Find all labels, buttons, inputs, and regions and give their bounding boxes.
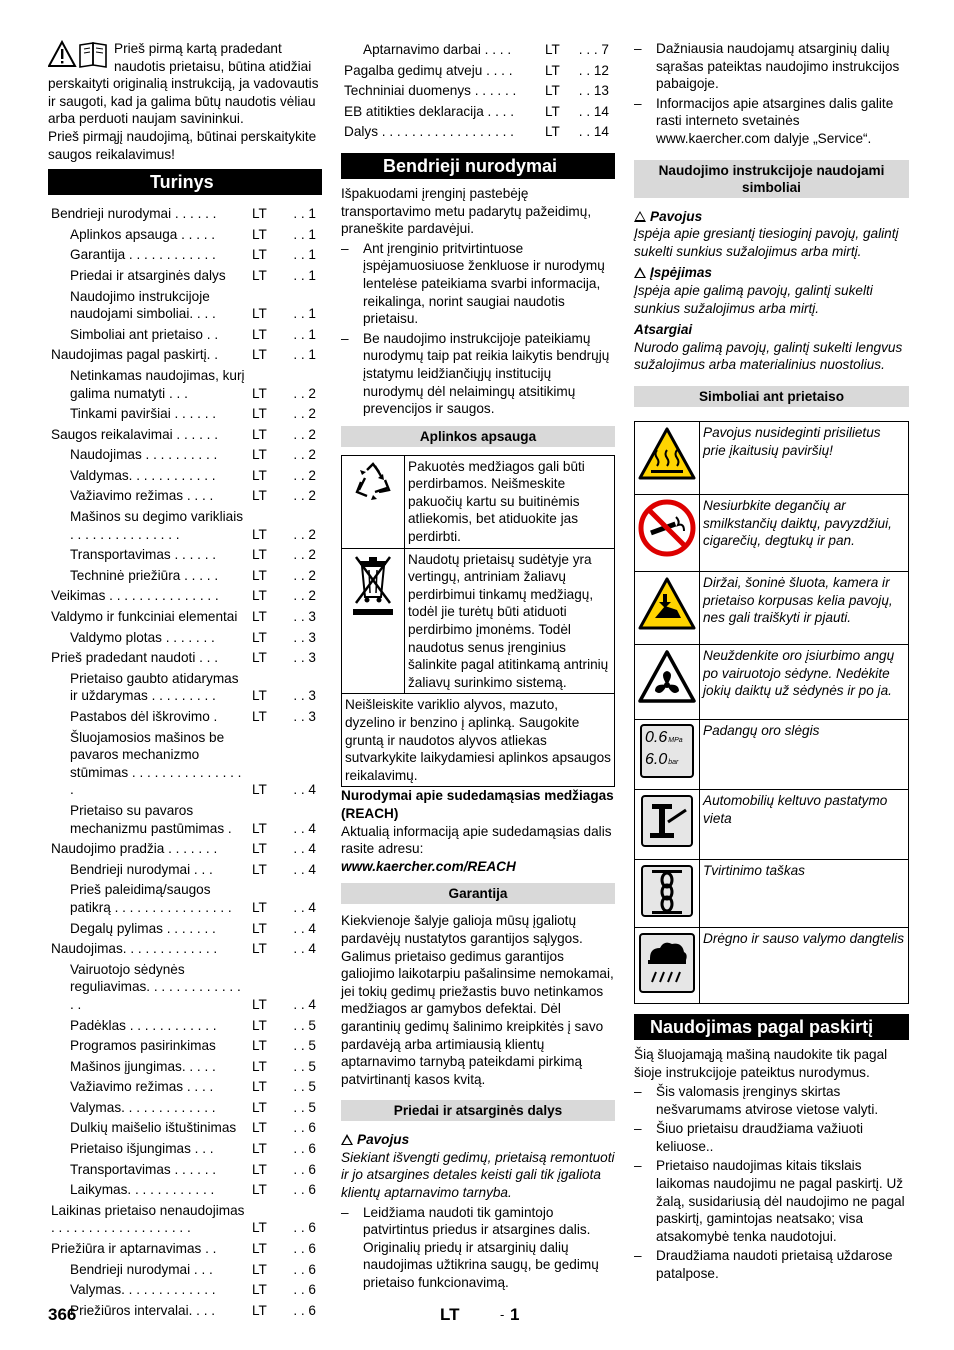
warning-label: Įspėjimas xyxy=(634,264,909,282)
toc-entry-title: Garantija . . . . . . . . . . . . xyxy=(70,247,216,263)
toc-entry-language: LT xyxy=(252,609,267,625)
toc-entry-title: Saugos reikalavimai . . . . . . xyxy=(51,426,218,442)
pressure-mpa-unit: MPa xyxy=(668,736,683,744)
toc-entry-language: LT xyxy=(252,1017,267,1033)
toc-entry-language: LT xyxy=(252,488,267,504)
toc-entry-title: Prietaiso gaubto atidarymas ir uždarymas . . . . . . . . . xyxy=(70,670,239,704)
toc-entry-page: . . 1 xyxy=(293,267,316,283)
toc-entry-page: . . 1 xyxy=(293,247,316,263)
toc-entry-language: LT xyxy=(252,347,267,363)
weee-icon-cell xyxy=(342,548,405,694)
toc-entry-language: LT xyxy=(252,1038,267,1054)
toc-entry[interactable] xyxy=(48,508,322,543)
intended-use-bullet-4: – Draudžiama naudoti prietaisą uždarose patalpose. xyxy=(634,1248,893,1282)
general-bullet-2: – Be naudojimo instrukcijoje pateikiamų nurodymų taip pat reikia laikytis bendrųjų įstatymu leidžiančiųjų institucijų nurodymų dėl nelaimingų atsitikimų prevencijos ir saugos. xyxy=(341,330,610,417)
toc-entry-language: LT xyxy=(252,996,267,1012)
toc-entry-language: LT xyxy=(545,124,560,140)
toc-entry-language: LT xyxy=(252,1302,267,1318)
jack-point-cell xyxy=(635,789,700,859)
toc-entry-language: LT xyxy=(252,326,267,342)
no-burning-objects-text: Nesiurbkite degančių ar smilkstančių daiktų, pavyzdžiui, cigarečių, degtukų ir pan. xyxy=(700,494,909,571)
toc-list-continued xyxy=(341,41,615,141)
toc-entry-title: Transportavimas . . . . . . xyxy=(70,547,217,563)
intro-paragraph: Prieš pirmą kartą pradedant naudotis prietaisu, būtina atidžiai perskaityti originalią instrukciją, ja vadovautis ir saugoti, kad ja galima būtų naudotis vėliau arba perduoti naujam savininkui. xyxy=(48,41,319,127)
toc-entry[interactable] xyxy=(341,41,615,59)
toc-entry[interactable] xyxy=(48,587,322,605)
warranty-heading: Garantija xyxy=(341,883,615,904)
warning-text: Įspėja apie galimą pavojų, galintį sukelti sunkius sužalojimus arba mirtį. xyxy=(634,282,873,316)
tie-down-point-text: Tvirtinimo taškas xyxy=(700,859,909,927)
pressure-bar-value: 6.0 xyxy=(645,750,668,768)
reach-link[interactable]: www.kaercher.com/REACH xyxy=(341,858,516,874)
toc-entry-page: . . 1 xyxy=(293,306,316,322)
toc-entry[interactable] xyxy=(48,1202,322,1237)
toc-entry-page: . . 3 xyxy=(293,650,316,666)
toc-entry-page: . . 4 xyxy=(293,920,316,936)
toc-entry-page: . . 5 xyxy=(293,1079,316,1095)
intended-use-bullet-2: – Šiuo prietaisu draudžiama važiuoti keliuose.. xyxy=(634,1121,864,1154)
toc-entry-language: LT xyxy=(252,650,267,666)
toc-entry[interactable] xyxy=(48,426,322,444)
toc-entry[interactable] xyxy=(48,1181,322,1199)
toc-entry-title: Aplinkos apsauga . . . . . xyxy=(70,226,216,242)
danger-text: Įspėja apie gresiantį tiesioginį pavojų, galintį sukelti sunkius sužalojimus arba mirtį. xyxy=(634,226,899,259)
toc-entry-page: . . 6 xyxy=(293,1182,316,1198)
toc-entry-title: Naudojimas pagal paskirtį. . xyxy=(51,347,218,363)
toc-entry-page: . . 4 xyxy=(293,941,316,957)
toc-entry[interactable] xyxy=(48,1302,322,1320)
toc-entry-title: Aptarnavimo darbai . . . . xyxy=(363,42,512,57)
toc-entry-title: Prietaiso išjungimas . . . xyxy=(70,1141,214,1157)
toc-entry[interactable] xyxy=(48,1017,322,1035)
toc-entry[interactable] xyxy=(48,1161,322,1179)
toc-entry[interactable] xyxy=(48,1240,322,1258)
toc-entry-title: Netinkamas naudojimas, kurį galima numatyti . . . xyxy=(70,367,245,401)
toc-heading: Turinys xyxy=(48,169,322,195)
hot-surface-cell xyxy=(635,421,700,494)
toc-entry-page: . . 4 xyxy=(293,861,316,877)
fan-warning-icon xyxy=(637,649,697,705)
flying-debris-icon xyxy=(637,576,697,632)
jack-point-icon xyxy=(640,794,694,848)
toc-entry-title: Važiavimo režimas . . . . xyxy=(70,488,214,504)
toc-entry-title: Valymas. . . . . . . . . . . . . xyxy=(70,1282,216,1298)
caution-label: Atsargiai xyxy=(634,322,693,338)
toc-entry[interactable] xyxy=(48,1037,322,1055)
toc-entry[interactable] xyxy=(48,961,322,1014)
toc-entry-page: . . 2 xyxy=(293,488,316,504)
fan-warning-cell xyxy=(635,644,700,719)
toc-entry[interactable] xyxy=(48,346,322,364)
toc-entry-title: Programos pasirinkimas xyxy=(70,1038,216,1054)
toc-entry-title: Techninė priežiūra . . . . . xyxy=(70,567,219,583)
intro-safety-note: Prieš pirmąjį naudojimą, būtinai perskaitykite saugos reikalavimus! xyxy=(48,128,317,162)
accessories-danger-label: Pavojus xyxy=(341,1131,615,1149)
toc-entry[interactable] xyxy=(48,1078,322,1096)
toc-entry-title: Dalys . . . . . . . . . . . . . . . . . . xyxy=(344,124,514,140)
toc-entry-language: LT xyxy=(252,1261,267,1277)
toc-entry-page: . . 4 xyxy=(293,841,316,857)
toc-entry-title: Bendrieji nurodymai . . . . . . xyxy=(51,206,217,222)
toc-entry-language: LT xyxy=(252,709,267,724)
toc-entry[interactable] xyxy=(48,226,322,244)
toc-entry-language: LT xyxy=(252,247,267,263)
toc-entry-language: LT xyxy=(252,820,267,836)
toc-entry-language: LT xyxy=(252,1099,267,1115)
toc-entry-page: . . 2 xyxy=(293,406,316,422)
old-devices-recycle-text: Naudotų prietaisų sudėtyje yra vertingų, antriniam žaliavų perdirbimui tinkamų medžiagų, todėl jie turėtų būti atiduoti perdirbimo įmonėms. Todėl naudotus senus įrenginius šalinkite pagal atitinkamą antrinių žaliavų surinkimo sistemą. xyxy=(405,548,615,694)
toc-entry-language: LT xyxy=(252,206,267,222)
pressure-mpa-value: 0.6 xyxy=(645,728,668,746)
toc-entry-title: Naudojimo pradžia . . . . . . . xyxy=(51,841,218,857)
toc-entry-page: . . 5 xyxy=(293,1017,316,1033)
toc-entry-language: LT xyxy=(252,406,267,422)
environment-heading: Aplinkos apsauga xyxy=(341,426,615,447)
toc-entry-page: . . 6 xyxy=(293,1302,316,1318)
toc-entry-language: LT xyxy=(252,920,267,936)
intro-block xyxy=(48,40,322,163)
toc-entry-language: LT xyxy=(252,1120,267,1136)
column-right xyxy=(634,40,909,1283)
general-paragraph: Išpakuodami įrenginį pastebėję transportavimo metu padarytų pažeidimų, praneškite pardavėjui. xyxy=(341,185,592,237)
toc-entry-language: LT xyxy=(252,688,267,704)
toc-entry-language: LT xyxy=(252,629,267,645)
no-burning-objects-cell xyxy=(635,494,700,571)
tie-down-point-cell xyxy=(635,859,700,927)
crush-hazard-cell xyxy=(635,571,700,644)
toc-entry-title: Šluojamosios mašinos be pavaros mechanizmo stūmimas . . . . . . . . . . . . . . . . xyxy=(70,729,242,798)
toc-entry-page: . . 4 xyxy=(293,782,316,798)
environment-table xyxy=(341,455,615,788)
toc-entry[interactable] xyxy=(48,1261,322,1279)
toc-entry-title: Vairuotojo sėdynės reguliavimas. . . . . . . . . . . . . . . xyxy=(70,961,241,1012)
toc-entry[interactable] xyxy=(48,1099,322,1117)
footer-language: LT xyxy=(440,1305,460,1324)
warning-book-icon xyxy=(48,40,110,68)
toc-entry-language: LT xyxy=(545,103,560,119)
toc-entry-title: Naudojimas . . . . . . . . . . xyxy=(70,447,218,463)
toc-entry-page: . . 1 xyxy=(293,226,316,242)
toc-entry-language: LT xyxy=(252,1079,267,1095)
pressure-bar-unit: bar xyxy=(668,758,679,766)
toc-entry-language: LT xyxy=(252,941,267,957)
toc-entry-title: Veikimas . . . . . . . . . . . . . . . xyxy=(51,588,219,604)
toc-entry-title: Priedai ir atsarginės dalys xyxy=(70,267,226,283)
toc-entry-page: . . 2 xyxy=(293,385,316,401)
warning-triangle-icon xyxy=(634,211,646,222)
toc-entry-language: LT xyxy=(252,1220,267,1236)
column-middle xyxy=(341,40,615,1292)
toc-entry[interactable] xyxy=(48,205,322,223)
toc-entry-page: . . 14 xyxy=(578,124,609,140)
recycle-icon xyxy=(351,460,395,504)
toc-entry-language: LT xyxy=(252,567,267,583)
toc-entry-language: LT xyxy=(252,467,267,483)
toc-entry-title: Laikinas prietaiso nenaudojimas . . . . . . . . . . . . . . . . . . . xyxy=(51,1202,245,1236)
toc-entry-page: . . 3 xyxy=(293,629,316,645)
toc-entry-language: LT xyxy=(252,426,267,442)
toc-entry-page: . . 2 xyxy=(293,426,316,442)
warning-triangle-icon xyxy=(341,1134,353,1145)
warning-triangle-icon xyxy=(634,267,646,278)
toc-entry-page: . . 2 xyxy=(293,526,316,542)
manual-symbols-heading: Naudojimo instrukcijoje naudojami simboliai xyxy=(634,160,909,198)
toc-entry-title: Prieš paleidimą/saugos patikrą . . . . . . . . . . . . . . . . xyxy=(70,882,232,915)
toc-entry-language: LT xyxy=(252,899,267,915)
jack-point-text: Automobilių keltuvo pastatymo vieta xyxy=(700,789,909,859)
toc-entry-title: Priežiūros intervalai. . . . xyxy=(70,1302,216,1318)
toc-entry-language: LT xyxy=(252,526,267,542)
toc-entry-page: . . 1 xyxy=(293,326,316,342)
toc-entry[interactable] xyxy=(341,82,615,100)
toc-entry-title: Dulkių maišelio ištuštinimas xyxy=(70,1120,237,1136)
toc-entry-language: LT xyxy=(252,588,267,604)
general-heading: Bendrieji nurodymai xyxy=(341,153,615,179)
no-burning-objects-icon xyxy=(638,499,696,557)
toc-entry-title: Degalų pylimas . . . . . . . xyxy=(70,920,216,936)
toc-entry-language: LT xyxy=(252,1141,267,1157)
wet-dry-text: Drėgno ir sauso valymo dangtelis xyxy=(700,927,909,1003)
toc-entry-title: Valdymo ir funkciniai elementai xyxy=(51,609,238,625)
toc-entry[interactable] xyxy=(48,267,322,285)
toc-entry-page: . . 1 xyxy=(293,206,316,222)
toc-entry-language: LT xyxy=(545,83,560,99)
toc-entry[interactable] xyxy=(48,367,322,402)
toc-entry-title: Prieš pradedant naudoti . . . xyxy=(51,650,219,666)
toc-entry-title: Tinkami paviršiai . . . . . . xyxy=(70,406,217,422)
toc-entry-language: LT xyxy=(252,447,267,463)
recycle-icon-cell xyxy=(342,455,405,548)
toc-entry[interactable] xyxy=(48,729,322,799)
toc-entry-title: Važiavimo režimas . . . . xyxy=(70,1079,214,1095)
toc-entry[interactable] xyxy=(48,608,322,626)
toc-entry-title: Prietaiso su pavaros mechanizmu pastūmimas . xyxy=(70,802,232,836)
toc-entry[interactable] xyxy=(48,487,322,505)
toc-entry-language: LT xyxy=(252,267,267,283)
toc-entry-language: LT xyxy=(252,1161,267,1177)
toc-entry-title: Techniniai duomenys . . . . . . xyxy=(344,83,517,99)
toc-entry-page: . . 4 xyxy=(293,996,316,1012)
toc-entry[interactable] xyxy=(48,629,322,647)
accessories-bullet-2: – Dažniausia naudojamų atsarginių dalių sąrašas pateiktas naudojimo instrukcijos pabaigoje. xyxy=(634,41,900,92)
footer-separator: - xyxy=(500,1307,505,1322)
intended-use-bullet-3: – Prietaiso naudojimas kitais tikslais laikomas naudojimu ne pagal paskirtį. Už žalą, susidariusią dėl naudojimo ne pagal paskirtį, gamintojas neatsako; visa atsakomybė tenka naudotojui. xyxy=(634,1158,905,1244)
toc-entry[interactable] xyxy=(48,546,322,564)
toc-entry-page: . . 6 xyxy=(293,1220,316,1236)
reach-heading: Nurodymai apie sudedamąsias medžiagas (REACH) xyxy=(341,788,614,821)
toc-entry-title: EB atitikties deklaracija . . . . xyxy=(344,103,514,119)
toc-entry-title: Mašinos įjungimas. . . . . xyxy=(70,1058,216,1074)
packaging-recycle-text: Pakuotės medžiagos gali būti perdirbamos. Neišmeskite pakuočių kartu su buitinėmis atliekomis, bet atiduokite jas perdirbti. xyxy=(405,455,615,548)
toc-entry-page: . . 2 xyxy=(293,547,316,563)
toc-entry-language: LT xyxy=(252,1241,267,1257)
tire-pressure-icon xyxy=(640,724,694,778)
toc-entry-title: Valdymas. . . . . . . . . . . . xyxy=(70,467,216,483)
tire-pressure-cell xyxy=(635,719,700,789)
device-symbols-heading: Simboliai ant prietaiso xyxy=(634,386,909,407)
accessories-bullet-3: – Informacijos apie atsargines dalis galite rasti interneto svetainės www.kaercher.com dalyje „Service“. xyxy=(634,95,894,146)
toc-list xyxy=(48,205,322,1319)
hot-surface-text: Pavojus nusideginti prisilietus prie įkaitusių paviršių! xyxy=(700,421,909,494)
footer-section-number: 1 xyxy=(510,1305,520,1324)
toc-entry-title: Transportavimas . . . . . . xyxy=(70,1161,217,1177)
toc-entry[interactable] xyxy=(341,62,615,80)
intended-use-heading: Naudojimas pagal paskirtį xyxy=(634,1014,909,1040)
toc-entry-page: . . 5 xyxy=(293,1058,316,1074)
toc-entry-page: . . 3 xyxy=(293,688,316,704)
toc-entry-page: . . 6 xyxy=(293,1141,316,1157)
toc-entry-title: Valdymo plotas . . . . . . . xyxy=(70,629,215,645)
crush-hazard-text: Diržai, šoninė šluota, kamera ir prietaiso korpusas kelia pavojų, nes gali traiškyti ir pjauti. xyxy=(700,571,909,644)
toc-entry[interactable] xyxy=(48,467,322,485)
toc-entry-page: . . 4 xyxy=(293,899,316,915)
toc-entry[interactable] xyxy=(48,1140,322,1158)
toc-entry-title: Pagalba gedimų atveju . . . . xyxy=(344,62,513,78)
toc-entry-language: LT xyxy=(252,226,267,242)
toc-entry-page: . . 3 xyxy=(293,609,316,625)
toc-entry-language: LT xyxy=(252,782,267,798)
accessories-danger-text: Siekiant išvengti gedimų, prietaisą remontuoti ir jo atsargines detales keisti gali tik įgaliota klientų aptarnavimo tarnyba. xyxy=(341,1149,615,1201)
toc-entry[interactable] xyxy=(48,670,322,705)
intended-use-bullet-1: – Šis valomasis įrenginys skirtas nešvarumams atvirose vietose valyti. xyxy=(634,1084,879,1117)
toc-entry-page: . . . 7 xyxy=(578,42,609,57)
danger-label: Pavojus xyxy=(634,208,909,226)
device-symbols-table xyxy=(634,421,909,1004)
toc-entry-language: LT xyxy=(252,1182,267,1198)
general-bullet-1: – Ant įrenginio pritvirtintuose įspėjamuosiuose ženkluose ir nurodymų lentelėse pateikiama svarbi informacija, reikalinga, norint saugiai naudotis prietaisu. xyxy=(341,240,605,327)
toc-entry-page: . . 1 xyxy=(293,347,316,363)
toc-entry-title: Valymas. . . . . . . . . . . . . xyxy=(70,1099,216,1115)
toc-entry[interactable] xyxy=(48,881,322,916)
toc-entry-title: Bendrieji nurodymai . . . xyxy=(70,861,213,877)
reach-text: Aktualią informaciją apie sudedamąsias dalis rasite adresu: xyxy=(341,823,612,857)
column-left xyxy=(48,40,322,1319)
crossed-bin-icon xyxy=(350,553,396,617)
toc-entry-language: LT xyxy=(252,1282,267,1298)
toc-entry[interactable] xyxy=(48,326,322,344)
toc-entry[interactable] xyxy=(48,840,322,858)
toc-entry-language: LT xyxy=(252,385,267,401)
toc-entry-language: LT xyxy=(252,861,267,877)
toc-entry-title: Laikymas. . . . . . . . . . . . xyxy=(70,1182,215,1198)
toc-entry-page: . . 2 xyxy=(293,588,316,604)
toc-entry-page: . . 6 xyxy=(293,1241,316,1257)
toc-entry[interactable] xyxy=(48,649,322,667)
toc-entry-page: . . 2 xyxy=(293,467,316,483)
caution-text: Nurodo galimą pavojų, galintį sukelti lengvus sužalojimus arba materialinius nuostolius. xyxy=(634,339,903,373)
toc-entry-language: LT xyxy=(252,547,267,563)
wet-dry-cleaning-icon xyxy=(638,932,696,994)
wet-dry-cell xyxy=(635,927,700,1003)
toc-entry-page: . . 6 xyxy=(293,1161,316,1177)
toc-entry[interactable] xyxy=(48,405,322,423)
intended-use-paragraph: Šią šluojamąją mašiną naudokite tik pagal šioje instrukcijoje pateiktus nurodymus. xyxy=(634,1046,888,1080)
toc-entry-title: Mašinos su degimo varikliais . . . . . . . . . . . . . . . xyxy=(70,509,244,542)
toc-entry[interactable] xyxy=(48,446,322,464)
accessories-heading: Priedai ir atsarginės dalys xyxy=(341,1100,615,1121)
toc-entry[interactable] xyxy=(48,920,322,938)
hot-surface-icon xyxy=(637,426,697,482)
toc-entry[interactable] xyxy=(48,802,322,837)
toc-entry[interactable] xyxy=(48,567,322,585)
toc-entry-title: Naudojimas. . . . . . . . . . . . . xyxy=(51,941,218,957)
toc-entry[interactable] xyxy=(48,708,322,726)
fan-warning-text: Neuždenkite oro įsiurbimo angų po vairuotojo sėdyne. Nedėkite jokių daiktų už sėdynės ir po ja. xyxy=(700,644,909,719)
toc-entry-language: LT xyxy=(252,1058,267,1074)
page-number: 366 xyxy=(48,1305,77,1324)
toc-entry-language: LT xyxy=(252,306,267,322)
toc-entry-page: . . 14 xyxy=(578,103,609,119)
toc-entry-page: . . 12 xyxy=(578,62,609,78)
toc-entry-page: . . 5 xyxy=(293,1038,316,1054)
accessories-bullet-1: – Leidžiama naudoti tik gamintojo patvirtintus priedus ir atsargines dalis. Originalių priedų ir atsarginių dalių naudojimas užtikrina saugų, be gedimų prietaiso funkcionavimą. xyxy=(341,1204,599,1291)
toc-entry-title: Simboliai ant prietaiso . . xyxy=(70,326,219,342)
tie-down-point-icon xyxy=(640,864,694,918)
toc-entry-page: . . 2 xyxy=(293,447,316,463)
toc-entry-title: Naudojimo instrukcijoje naudojami simboliai. . . . xyxy=(70,288,216,322)
toc-entry-page: . . 13 xyxy=(578,83,609,99)
toc-entry-page: . . 4 xyxy=(293,820,316,836)
toc-entry[interactable] xyxy=(48,1281,322,1299)
toc-entry[interactable] xyxy=(48,861,322,879)
toc-entry[interactable] xyxy=(48,940,322,958)
toc-entry-page: . . 5 xyxy=(293,1099,316,1115)
toc-entry[interactable] xyxy=(341,123,615,141)
toc-entry[interactable] xyxy=(48,288,322,323)
toc-entry-language: LT xyxy=(545,42,560,57)
toc-entry-title: Bendrieji nurodymai . . . xyxy=(70,1261,213,1277)
tire-pressure-text: Padangų oro slėgis xyxy=(700,719,909,789)
toc-entry[interactable] xyxy=(341,103,615,121)
toc-entry-title: Priežiūra ir aptarnavimas . . xyxy=(51,1241,217,1257)
toc-entry-title: Pastabos dėl iškrovimo . xyxy=(70,709,218,724)
oil-disposal-text: Neišleiskite variklio alyvos, mazuto, dyzelino ir benzino į aplinką. Saugokite gruntą ir naudotos alyvos atliekas sutvarkykite laikydamiesi aplinkos apsaugos reikalavimų. xyxy=(342,694,615,787)
read-manual-icons xyxy=(48,40,110,70)
toc-entry-page: . . 2 xyxy=(293,567,316,583)
toc-entry[interactable] xyxy=(48,246,322,264)
toc-entry-page: . . 6 xyxy=(293,1261,316,1277)
toc-entry-page: . . 3 xyxy=(293,709,316,724)
toc-entry-language: LT xyxy=(252,841,267,857)
warranty-text: Kiekvienoje šalyje galioja mūsų įgaliotų pardavėjų nustatytos garantijos sąlygos. Galimus prietaiso gedimus garantijos galiojimo laikotarpiu pašalinsime nemokamai, jei tokių gedimų priežastis buvo netinkamos medžiagos ar gamybos defektai. Dėl garantinių gedimų šalinimo kreipkitės į savo pardavėją arba artimiausią klientų aptarnavimo tarnybą pateikdami pirkimą patvirtinantį kasos kvitą. xyxy=(341,913,614,1087)
toc-entry-title: Padėklas . . . . . . . . . . . . xyxy=(70,1017,217,1033)
toc-entry-language: LT xyxy=(545,62,560,78)
toc-entry[interactable] xyxy=(48,1058,322,1076)
toc-entry[interactable] xyxy=(48,1119,322,1137)
toc-entry-page: . . 6 xyxy=(293,1120,316,1136)
toc-entry-page: . . 6 xyxy=(293,1282,316,1298)
